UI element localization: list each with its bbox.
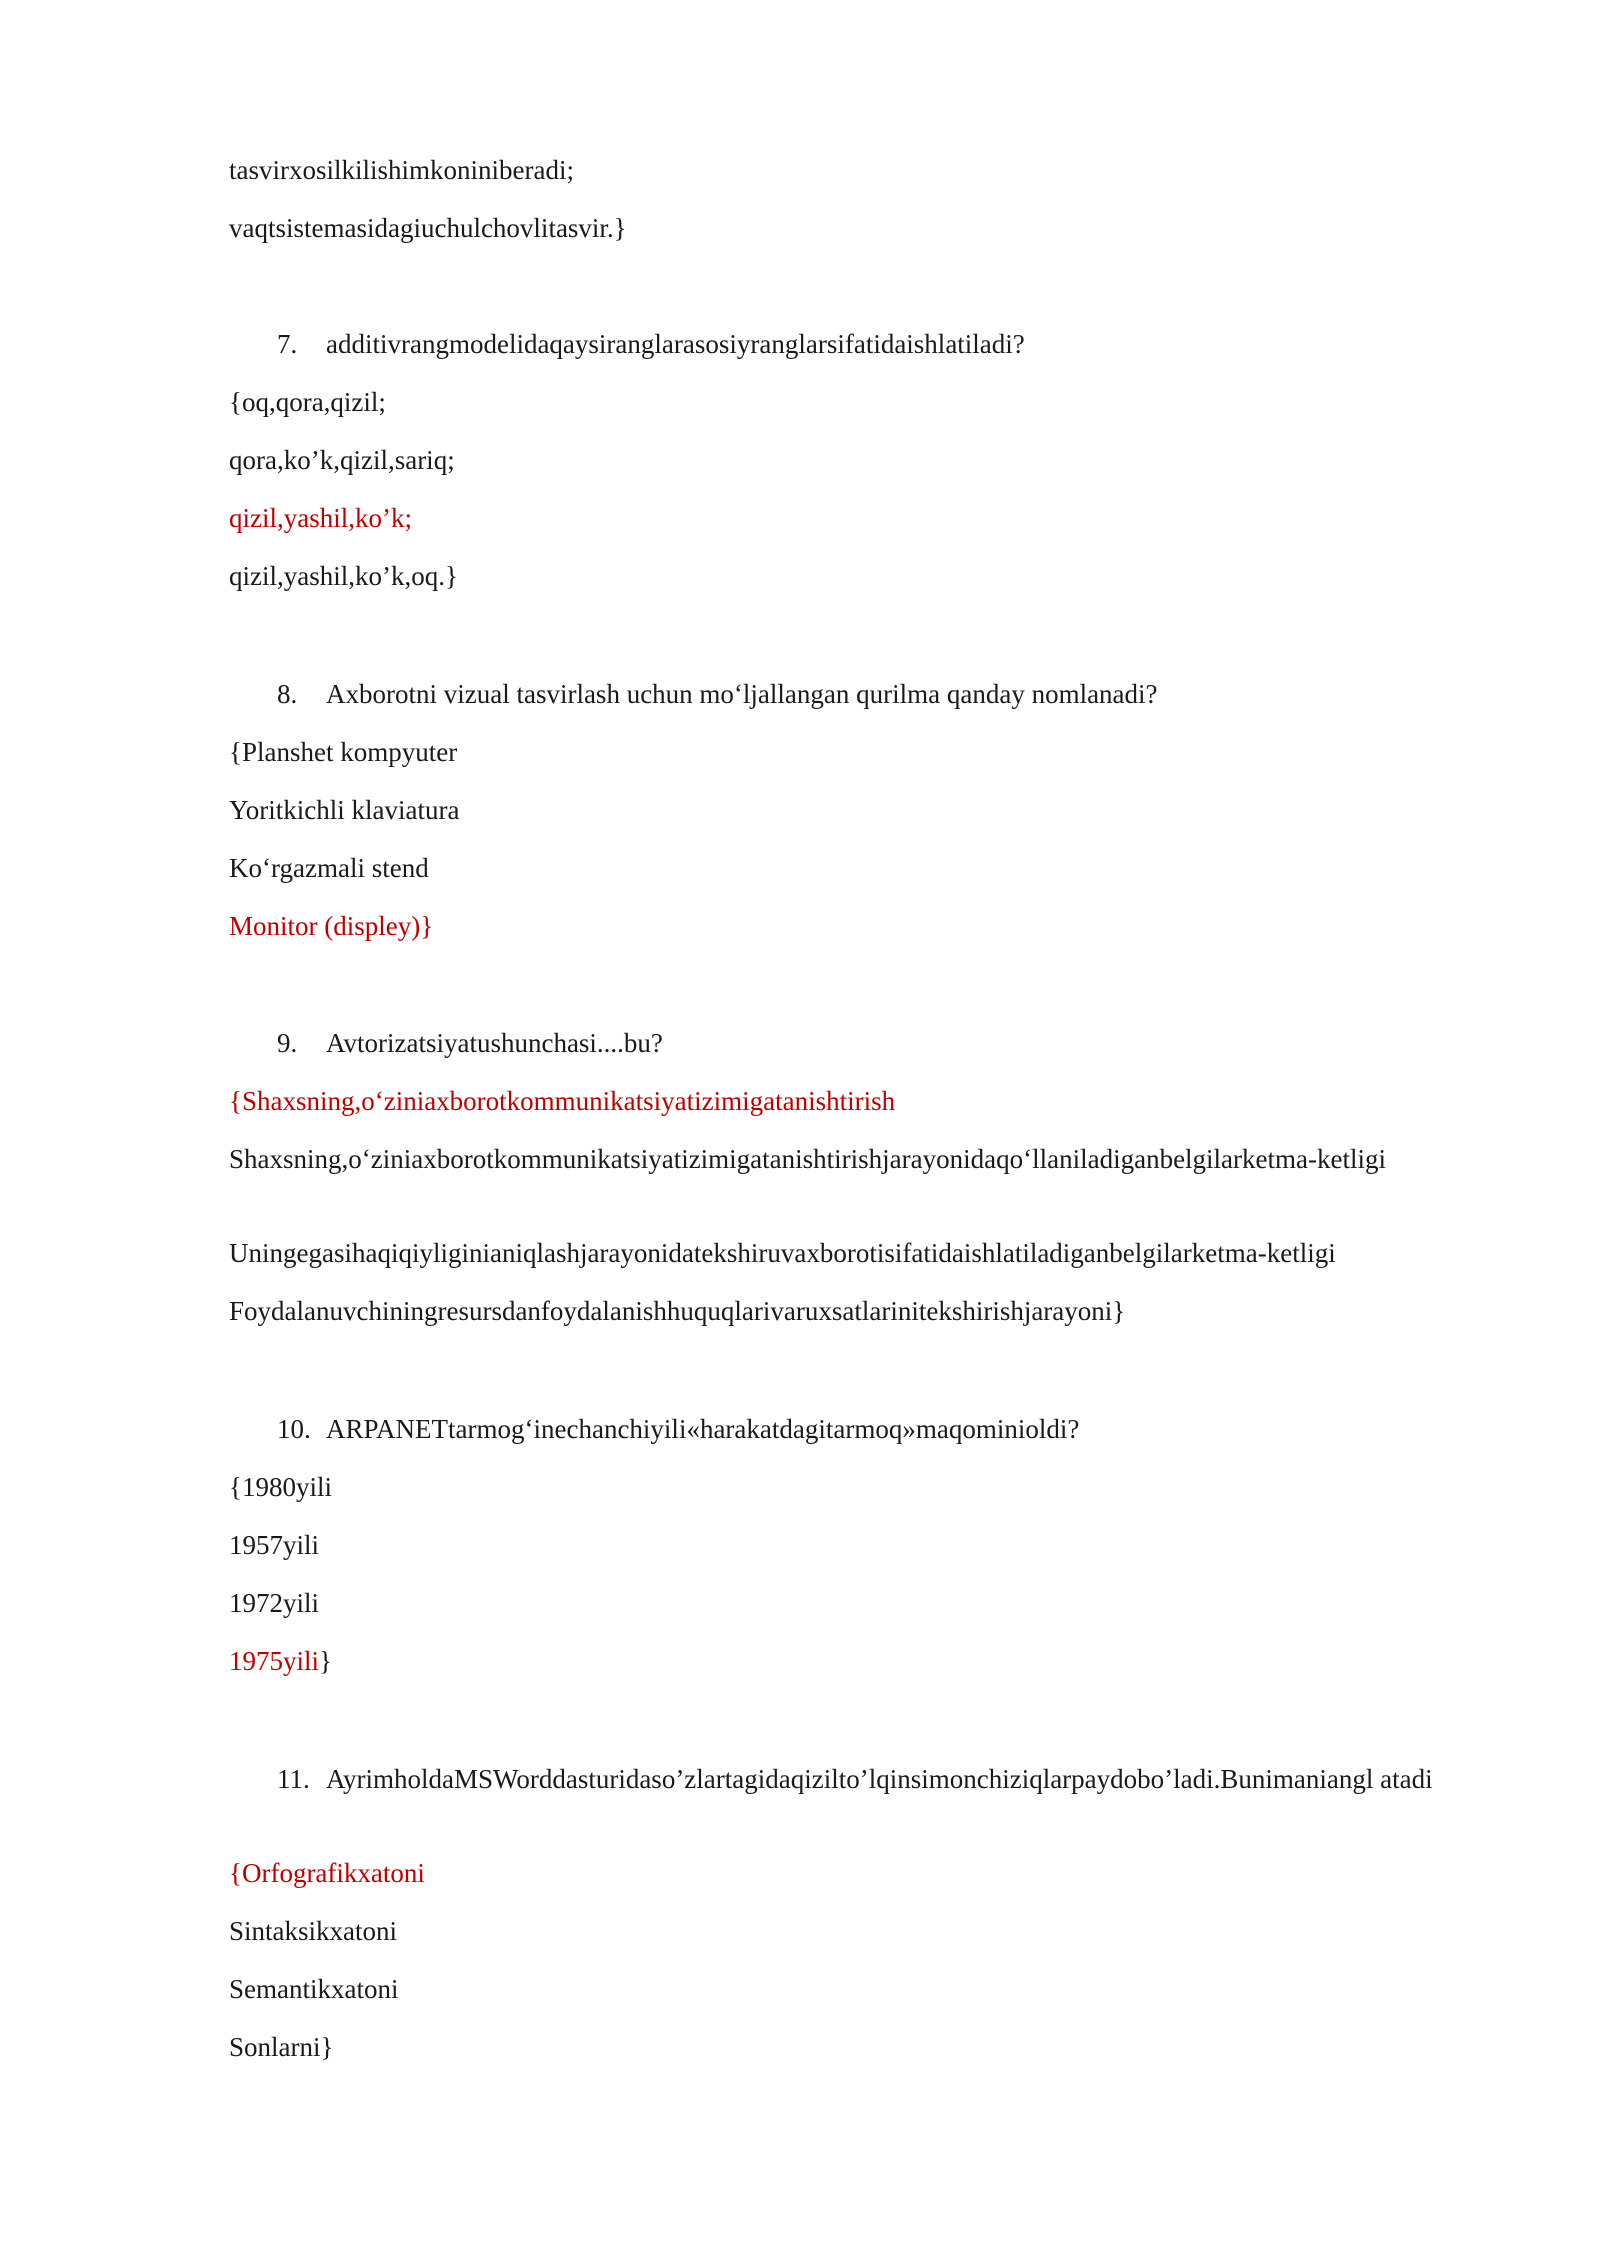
question-7-number: 7. [277,329,298,359]
question-10-option-3: 1972yili [229,1588,320,1618]
question-11-option-1-correct: {Orfografikxatoni [229,1858,425,1888]
question-8-option-1: {Planshet kompyuter [229,737,458,767]
question-7-option-3-correct: qizil,yashil,ko’k; [229,503,412,533]
question-11-option-2: Sintaksikxatoni [229,1916,397,1946]
continuation-line-2: vaqtsistemasidagiuchulchovlitasvir.} [229,213,627,243]
question-8-option-4-correct: Monitor (displey)} [229,911,434,941]
question-8-text: Axborotni vizual tasvirlash uchun mo‘ljallangan qurilma qanday nomlanadi? [326,679,1158,709]
question-8-option-3: Ko‘rgazmali stend [229,853,429,883]
question-11-text: AyrimholdaMSWorddasturidaso’zlartagidaqizilto’lqinsimonchiziqlarpaydobo’ladi.Bunimaniangl atadi [326,1764,1433,1794]
question-10-number: 10. [277,1414,311,1444]
question-10-option-2: 1957yili [229,1530,320,1560]
question-11-option-4: Sonlarni} [229,2032,334,2062]
question-10-option-4 [229,1643,1489,1679]
continuation-line-1: tasvirxosilkilishimkoniniberadi; [229,155,574,185]
question-11-option-3: Semantikxatoni [229,1974,399,2004]
question-11-number: 11. [277,1764,310,1794]
question-7-option-1: {oq,qora,qizil; [229,387,386,417]
question-8-number: 8. [277,679,298,709]
question-7-text: additivrangmodelidaqaysiranglarasosiyranglarsifatidaishlatiladi? [326,329,1025,359]
question-9-option-4: Foydalanuvchiningresursdanfoydalanishhuquqlarivaruxsatlarinitekshirishjarayoni} [229,1296,1126,1326]
question-10-text: ARPANETtarmog‘inechanchiyili«harakatdagitarmoq»maqominioldi? [326,1414,1080,1444]
question-9-option-1-correct: {Shaxsning,o‘ziniaxborotkommunikatsiyatizimigatanishtirish [229,1086,896,1116]
question-9-text: Avtorizatsiyatushunchasi....bu? [326,1028,663,1058]
question-9-option-2: Shaxsning,o‘ziniaxborotkommunikatsiyatizimigatanishtirishjarayonidaqo‘llaniladiganbelgilarketma-ketligi [229,1144,1386,1174]
question-10-option-1: {1980yili [229,1472,332,1502]
question-7-option-2: qora,ko’k,qizil,sariq; [229,445,455,475]
question-10-option-4-correct: 1975yili [229,1646,320,1676]
question-7-option-4: qizil,yashil,ko’k,oq.} [229,561,458,591]
question-8-option-2: Yoritkichli klaviatura [229,795,460,825]
question-9-number: 9. [277,1028,298,1058]
question-9-option-3: Uningegasihaqiqiyliginianiqlashjarayonidatekshiruvaxborotisifatidaishlatiladiganbelgilarketma-ketligi [229,1238,1336,1268]
closing-brace: } [319,1646,332,1676]
